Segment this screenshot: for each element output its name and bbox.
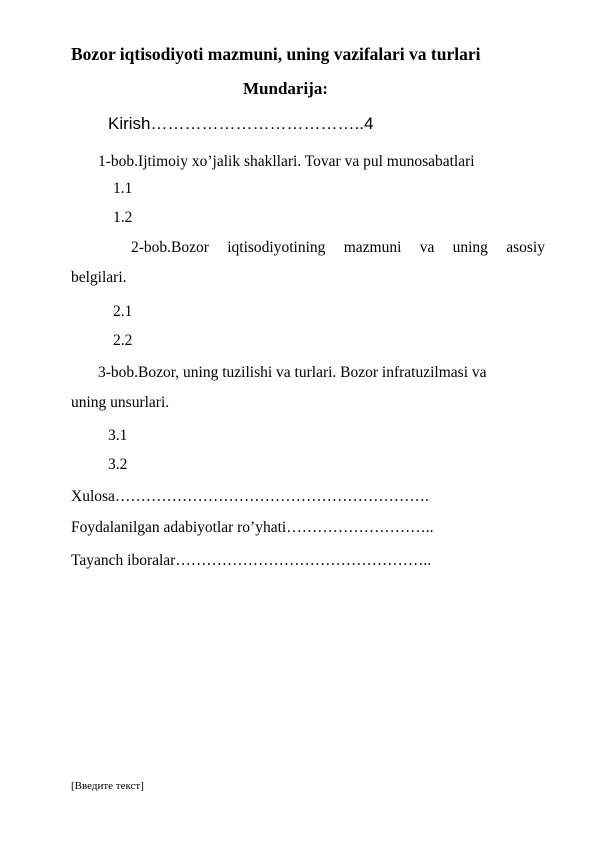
- toc-chapter-2-title-line2: belgilari.: [71, 269, 127, 286]
- toc-chapter-3-title-line1: 3-bob.Bozor, uning tuzilishi va turlari. Bozor infratuzilmasi va: [98, 364, 487, 381]
- toc-section-1-2: 1.2: [113, 209, 133, 226]
- toc-intro: Kirish………………………………..4: [108, 114, 374, 133]
- toc-section-2-2: 2.2: [113, 332, 133, 349]
- toc-chapter-2-title-line1: 2-bob.Bozor iqtisodiyotining mazmuni va uning asosiy: [131, 239, 545, 256]
- toc-section-2-1: 2.1: [113, 303, 133, 320]
- contents-heading: Mundarija:: [243, 79, 328, 98]
- toc-section-1-1: 1.1: [113, 180, 133, 197]
- toc-keywords: Tayanch iboralar…………………………………………..: [71, 552, 432, 569]
- toc-conclusion: Xulosa…………………………………………………….: [71, 488, 429, 505]
- toc-section-3-2: 3.2: [108, 456, 128, 473]
- footer-placeholder[interactable]: [Введите текст]: [71, 780, 144, 792]
- toc-chapter-1-title: 1-bob.Ijtimoiy xo’jalik shakllari. Tovar va pul munosabatlari: [98, 153, 475, 170]
- toc-section-3-1: 3.1: [108, 427, 128, 444]
- toc-references: Foydalanilgan adabiyotlar ro’yhati………………………..: [71, 519, 434, 536]
- toc-chapter-3-title-line2: uning unsurlari.: [71, 394, 170, 411]
- document-title: Bozor iqtisodiyoti mazmuni, uning vazifalari va turlari: [71, 44, 481, 64]
